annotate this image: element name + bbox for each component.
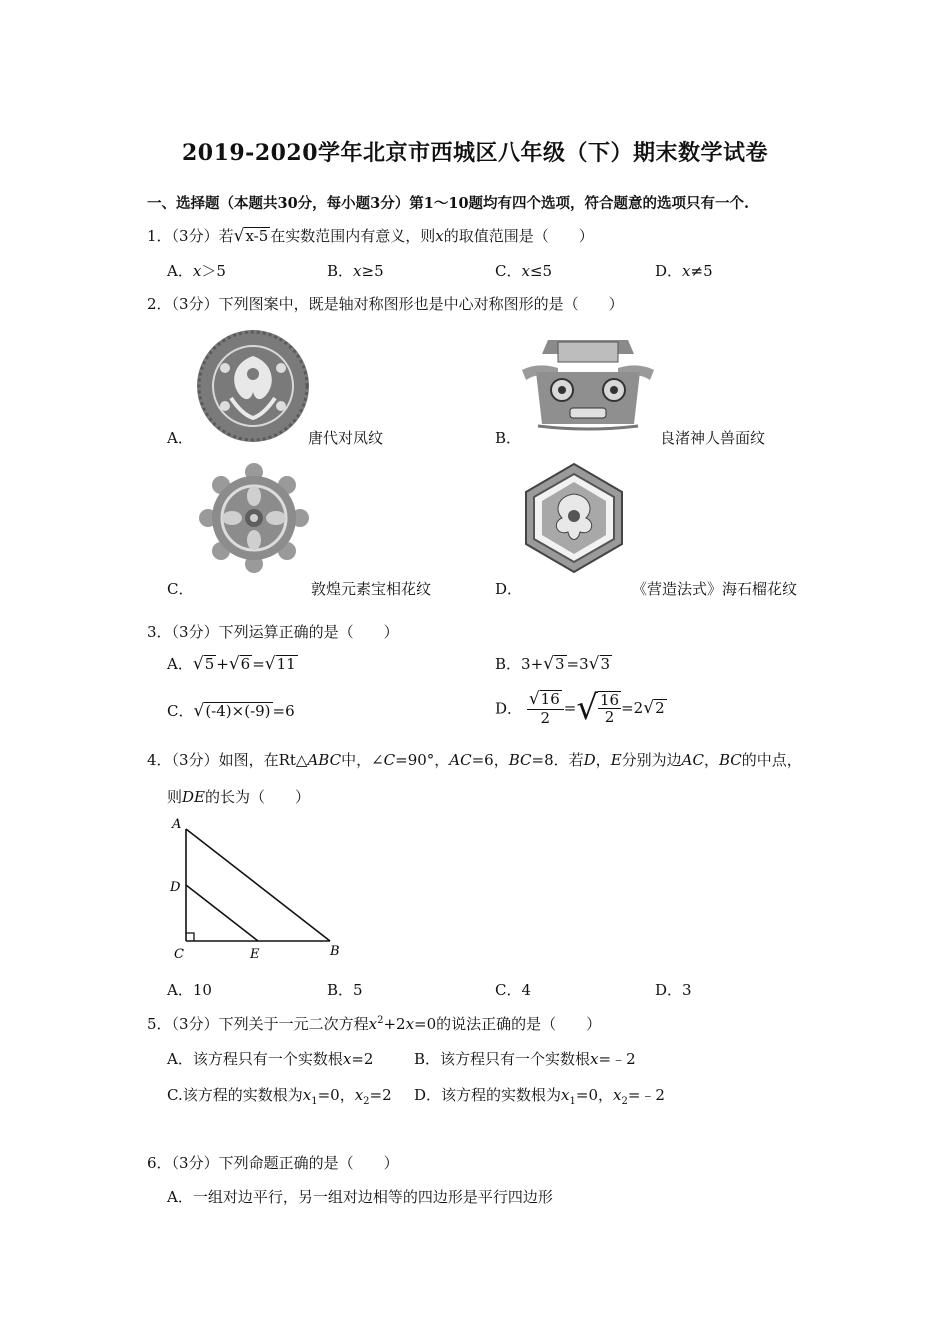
option-caption: 敦煌元素宝相花纹 xyxy=(311,580,432,598)
option-d xyxy=(414,1084,665,1107)
option-letter: A． xyxy=(167,262,193,280)
question-text: =6， xyxy=(471,751,509,769)
option-b xyxy=(327,260,384,281)
sqrt-symbol: √ xyxy=(588,654,600,674)
question-text: 的长为（ ） xyxy=(205,788,311,806)
pomegranate-flower-image xyxy=(522,462,626,574)
option-text: 5 xyxy=(353,981,363,999)
variable: x xyxy=(590,1050,599,1068)
option-text: 该方程的实数根为 xyxy=(441,1086,562,1104)
variable: x xyxy=(682,262,691,280)
question-text: 在实数范围内有意义，则 xyxy=(270,227,436,245)
option-text: =0， xyxy=(317,1086,355,1104)
radicand: (-4)×(-9) xyxy=(205,702,271,720)
label-b: B xyxy=(330,944,340,959)
question-text: 下列图案中，既是轴对称图形也是中心对称图形的是（ ） xyxy=(218,295,624,313)
operator: =2 xyxy=(621,699,644,717)
radicand: 5 xyxy=(204,655,215,673)
option-letter: B． xyxy=(327,981,354,999)
question-number: 3． xyxy=(147,623,172,641)
sqrt-symbol: √ xyxy=(228,654,240,674)
operator: = xyxy=(563,699,577,717)
question-text: 的中点， xyxy=(741,751,802,769)
question-score: （3分） xyxy=(171,227,219,245)
fraction xyxy=(598,691,621,726)
option-a xyxy=(167,653,298,674)
question-score: （3分） xyxy=(171,751,219,769)
radicand: 3 xyxy=(555,655,565,673)
question-number: 6． xyxy=(147,1154,172,1172)
option-text: 该方程只有一个实数根 xyxy=(192,1050,343,1068)
operator: + xyxy=(216,655,229,673)
variable: x xyxy=(354,1086,364,1104)
question-number: 2． xyxy=(147,295,172,313)
question-4-line2 xyxy=(167,786,310,807)
variable: x xyxy=(353,262,362,280)
label-a: A xyxy=(172,817,182,832)
option-text: ＞5 xyxy=(201,262,226,280)
question-4 xyxy=(147,749,802,770)
variable: ABC xyxy=(307,751,342,769)
question-2 xyxy=(147,293,624,314)
option-a xyxy=(167,260,226,281)
option-text: 3+ xyxy=(521,655,544,673)
variable: x xyxy=(561,1086,570,1104)
option-d xyxy=(655,260,713,281)
variable: x xyxy=(435,227,444,245)
option-letter: B． xyxy=(414,1050,441,1068)
option-letter: A． xyxy=(167,1050,193,1068)
option-caption: 《营造法式》海石榴花纹 xyxy=(632,580,798,598)
option-text: =3 xyxy=(566,655,589,673)
option-c xyxy=(167,700,295,721)
question-1 xyxy=(147,225,594,246)
variable: C xyxy=(383,751,396,769)
option-letter: C． xyxy=(495,262,522,280)
option-text: ≥5 xyxy=(361,262,384,280)
variable: x xyxy=(192,262,202,280)
option-text: =2 xyxy=(369,1086,392,1104)
option-text: =6 xyxy=(272,702,295,720)
variable: E xyxy=(610,751,622,769)
question-text: =0的说法正确的是（ ） xyxy=(414,1015,602,1033)
option-letter: C． xyxy=(167,702,194,720)
triangle-figure xyxy=(160,815,350,965)
numerator: 16 xyxy=(600,690,620,709)
question-3 xyxy=(147,621,399,642)
option-text: ≠5 xyxy=(690,262,713,280)
subscript: 2 xyxy=(363,1096,370,1107)
option-text: =0， xyxy=(575,1086,614,1104)
option-b: B． xyxy=(495,429,522,447)
option-a: A． xyxy=(167,429,193,447)
question-text: 分别为边 xyxy=(621,751,682,769)
option-d xyxy=(655,979,692,1000)
label-d: D xyxy=(170,880,181,895)
variable: x xyxy=(405,1015,415,1033)
option-d xyxy=(495,688,667,728)
sqrt-symbol: √ xyxy=(543,654,554,674)
option-b xyxy=(327,979,363,1000)
option-letter: A． xyxy=(167,1188,193,1206)
radicand: 16 xyxy=(540,689,560,708)
option-a xyxy=(167,1186,553,1207)
variable: x xyxy=(368,1015,378,1033)
option-text: 10 xyxy=(192,981,212,999)
question-text: =90°， xyxy=(395,751,450,769)
option-c xyxy=(495,260,552,281)
option-text: ≤5 xyxy=(529,262,553,280)
question-text: ， xyxy=(595,751,611,769)
sqrt-symbol: √ xyxy=(233,226,245,246)
option-text: 该方程只有一个实数根 xyxy=(440,1050,591,1068)
option-text: =﹣2 xyxy=(627,1086,665,1104)
option-letter: A． xyxy=(167,655,193,673)
variable: AC xyxy=(449,751,472,769)
option-letter: B． xyxy=(327,262,354,280)
fraction xyxy=(527,690,564,726)
option-letter: B． xyxy=(495,655,522,673)
sqrt-symbol: √ xyxy=(643,698,655,718)
option-c: C． xyxy=(167,580,194,598)
question-score: （3分） xyxy=(171,623,219,641)
question-number: 5． xyxy=(147,1015,172,1033)
option-caption: 良渚神人兽面纹 xyxy=(660,429,766,447)
option-text: 该方程的实数根为 xyxy=(182,1086,303,1104)
option-b xyxy=(414,1048,636,1069)
question-text: 下列命题正确的是（ ） xyxy=(218,1154,399,1172)
option-text: 4 xyxy=(521,981,532,999)
option-text: =﹣2 xyxy=(598,1050,636,1068)
option-a xyxy=(167,1048,373,1069)
variable: x xyxy=(302,1086,312,1104)
radicand: x-5 xyxy=(245,227,269,245)
sqrt-symbol: √ xyxy=(528,688,540,709)
sqrt-symbol: √ xyxy=(576,688,598,728)
question-text: +2 xyxy=(383,1015,406,1033)
segment-de xyxy=(186,885,258,941)
radicand: 2 xyxy=(655,699,665,717)
question-text: ， xyxy=(703,751,719,769)
question-text: 的取值范围是（ ） xyxy=(443,227,594,245)
option-text: 3 xyxy=(682,981,692,999)
subscript: 1 xyxy=(569,1096,576,1107)
subscript: 1 xyxy=(311,1096,318,1107)
question-text: 中，∠ xyxy=(341,751,384,769)
sqrt-symbol: √ xyxy=(264,654,276,674)
variable: BC xyxy=(718,751,742,769)
option-text: =2 xyxy=(351,1050,374,1068)
question-text: 如图，在Rt△ xyxy=(218,751,308,769)
section-header: 一、选择题（本题共30分，每小题3分）第1～10题均有四个选项，符合题意的选项只有一个. xyxy=(147,195,750,212)
denominator: 2 xyxy=(604,708,615,726)
question-text: 则 xyxy=(167,788,183,806)
question-5 xyxy=(147,1013,601,1034)
question-6 xyxy=(147,1152,399,1173)
option-letter: C. xyxy=(167,1086,183,1104)
side-ab xyxy=(186,829,330,941)
beast-mask-image xyxy=(518,332,658,432)
question-text: 下列运算正确的是（ ） xyxy=(218,623,399,641)
question-number: 4． xyxy=(147,751,172,769)
option-a xyxy=(167,979,212,1000)
variable: x xyxy=(342,1050,352,1068)
page-title: 2019-2020学年北京市西城区八年级（下）期末数学试卷 xyxy=(181,140,769,166)
variable: AC xyxy=(681,751,704,769)
radicand: 3 xyxy=(600,655,611,673)
question-text: 下列关于一元二次方程 xyxy=(218,1015,369,1033)
label-e: E xyxy=(250,947,260,962)
phoenix-pattern-image xyxy=(195,328,311,444)
option-c xyxy=(167,1084,392,1107)
variable: x xyxy=(613,1086,622,1104)
radicand: 6 xyxy=(240,655,251,673)
option-caption: 唐代对凤纹 xyxy=(308,429,384,447)
option-b xyxy=(495,653,612,674)
denominator: 2 xyxy=(540,708,551,727)
option-text: 一组对边平行，另一组对边相等的四边形是平行四边形 xyxy=(192,1188,553,1206)
option-letter: A． xyxy=(167,981,193,999)
question-score: （3分） xyxy=(171,1015,219,1033)
question-text: 若 xyxy=(218,227,234,245)
label-c: C xyxy=(174,947,184,962)
variable: x xyxy=(521,262,530,280)
subscript: 2 xyxy=(621,1096,628,1107)
option-d: D． xyxy=(495,580,523,598)
option-letter: C． xyxy=(495,981,522,999)
question-score: （3分） xyxy=(171,295,219,313)
option-letter: D． xyxy=(655,262,683,280)
sqrt-symbol: √ xyxy=(193,701,205,721)
option-letter: D． xyxy=(414,1086,442,1104)
question-text: =8．若 xyxy=(531,751,584,769)
exponent: 2 xyxy=(377,1015,384,1026)
question-score: （3分） xyxy=(171,1154,219,1172)
variable: BC xyxy=(508,751,532,769)
baoxiang-flower-image xyxy=(198,462,310,574)
operator: = xyxy=(252,655,265,673)
sqrt-symbol: √ xyxy=(192,654,204,674)
option-c xyxy=(495,979,531,1000)
option-letter: D． xyxy=(655,981,683,999)
right-angle-mark xyxy=(186,933,194,941)
variable: DE xyxy=(182,788,205,806)
radicand: 11 xyxy=(276,655,296,673)
question-number: 1． xyxy=(147,227,172,245)
variable: D xyxy=(583,751,596,769)
option-letter: D． xyxy=(495,699,523,718)
